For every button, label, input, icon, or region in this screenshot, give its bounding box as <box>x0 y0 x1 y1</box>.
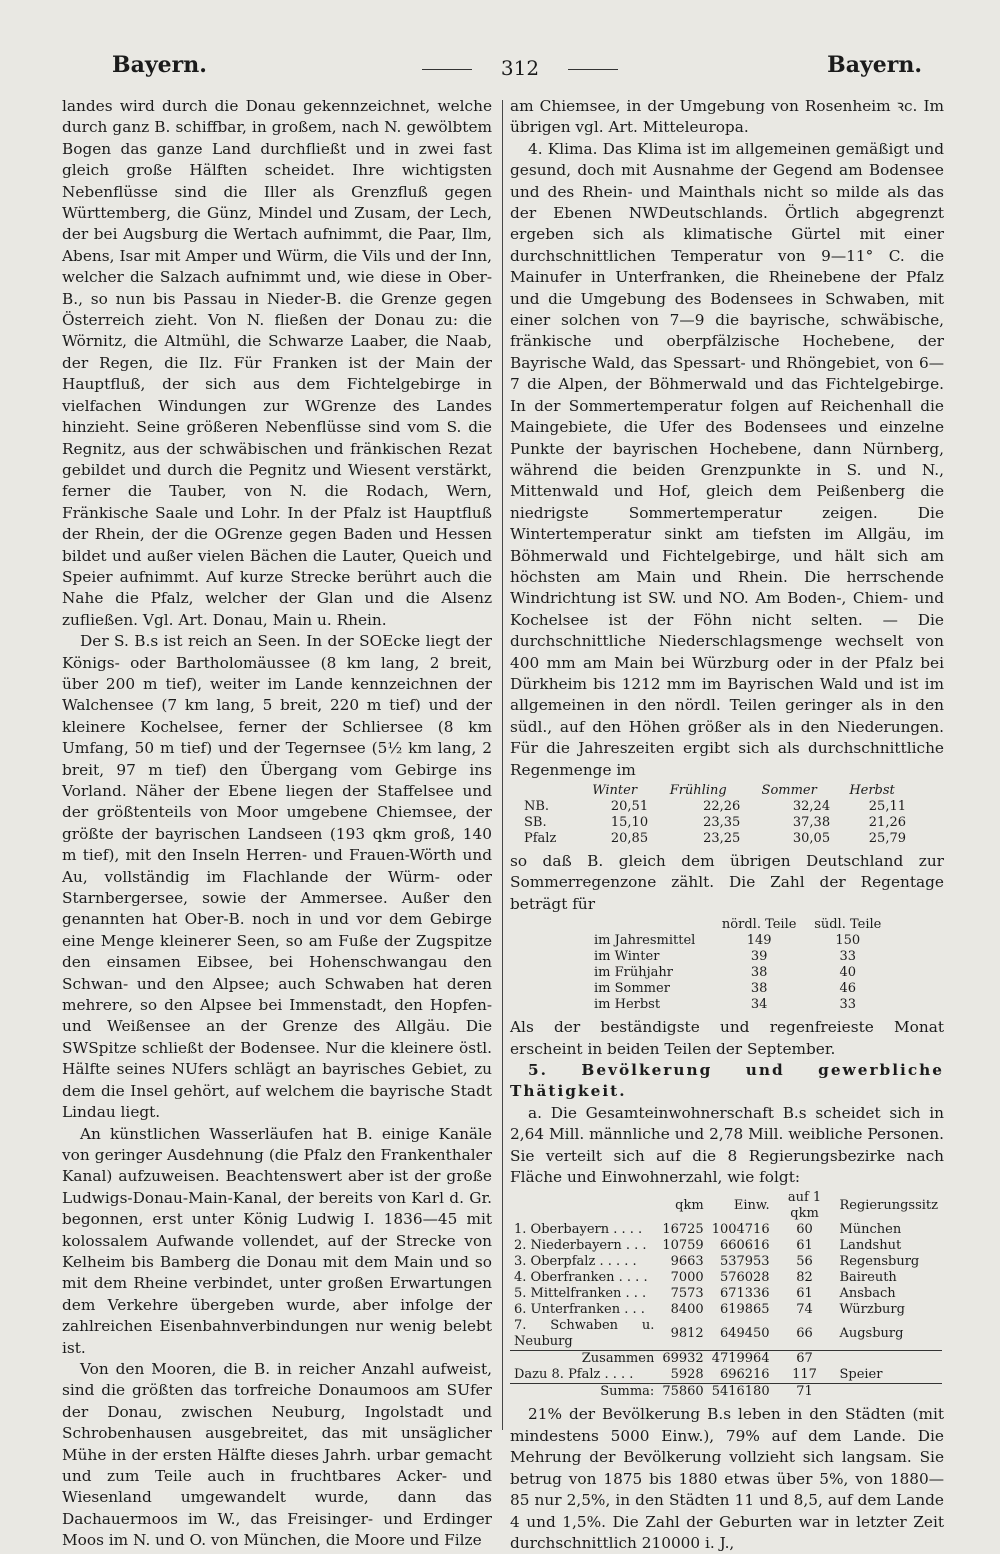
table-row <box>590 981 890 997</box>
total-row <box>510 1384 942 1401</box>
table-cell: 40 <box>839 965 857 981</box>
column-divider <box>502 100 503 1430</box>
running-head-right: Bayern. <box>827 52 922 78</box>
table-cell: 37,38 <box>792 815 831 830</box>
table-row <box>520 831 910 847</box>
table-cell: Summa: <box>510 1384 658 1401</box>
paragraph-lakes: Der S. B.s ist reich an Seen. In der SOEcke liegt der Königs- oder Bartholomäussee (8 km lang, 2 breit, über 200 m tief), weiter im Lande kennzeichnen der Walchensee (7 km lang, 5 breit, 220 m tief) und der kleinere Kochelsee, ferner der Schliersee (8 km Umfang, 50 m tief) und der Tegernsee (5½ km lang, 2 breit, 97 m tief) den Übergang vom Gebirge ins Vorland. Näher der Ebene liegen der Staffelsee und der größtenteils von Moor umgebene Chiemsee, der größte der bayrischen Landseen (193 qkm groß, 140 m tief), mit den Inseln Herren- und Frauen-Wörth und Au, vollständig im Flachlande der Würm- oder Starnbergersee, sowie der Ammersee. Außer den genannten hat Ober-B. noch in und vor dem Gebirge eine Menge kleinerer Seen, so am Fuße der Zugspitze den einsamen Eibsee, bei Hohenschwangau den Schwan- und den Alpsee; auch Schwaben hat deren mehrere, so den Alpsee bei Immenstadt, den Hopfen- und Weißensee an der Grenze des Allgäu. Die SWSpitze schließt der Bodensee. Nur die kleinere östl. Hälfte seines NUfers schlägt an bayrisches Gebiet, zu dem die Insel gehört, auf welchem die bayrische Stadt Lindau liegt. <box>62 632 492 1122</box>
table-cell: 619865 <box>719 1302 770 1318</box>
table-row <box>510 1367 942 1384</box>
pop-header: auf 1 qkm <box>787 1190 822 1222</box>
table-cell: 69932 <box>658 1351 707 1368</box>
table-cell: 4719964 <box>708 1351 774 1368</box>
table-cell: 1004716 <box>711 1222 770 1238</box>
table-cell: 39 <box>750 949 768 965</box>
table-row <box>590 933 890 949</box>
rain-header: Frühling <box>669 783 727 798</box>
left-column <box>62 96 492 1552</box>
paragraph-continuation: am Chiemsee, in der Umgebung von Rosenheim ꝛc. Im übrigen vgl. Art. Mitteleuropa. <box>510 97 944 137</box>
table-cell <box>835 1351 942 1368</box>
table-row <box>520 815 910 831</box>
population-table <box>510 1190 942 1400</box>
table-cell: 15,10 <box>610 815 649 830</box>
table-cell: 66 <box>796 1326 813 1342</box>
paragraph-canals: An künstlichen Wasserläufen hat B. einige Kanäle von geringer Ausdehnung (die Pfalz den Frankenthaler Kanal) aufzuweisen. Beachtenswert aber ist der große Ludwigs-Donau-Main-Kanal, der bereits von Karl d. Gr. begonnen, erst unter König Ludwig I. 1836—45 mit kolossalem Aufwande vollendet, auf der Strecke von Kelheim bis Bamberg die Donau mit dem Main und so mit dem Rheine verbindet, unter großen Erwartungen dem Verkehre übergeben wurde, aber infolge der zahlreichen Eisenbahnverbindungen nur wenig belebt ist. <box>62 1124 492 1357</box>
table-cell: 34 <box>750 997 768 1013</box>
table-cell: Ansbach <box>839 1286 896 1302</box>
table-cell: 75860 <box>658 1384 707 1401</box>
pop-header: Einw. <box>733 1198 770 1214</box>
table-cell: 38 <box>750 981 768 997</box>
table-row <box>590 965 890 981</box>
table-cell: 649450 <box>719 1326 770 1342</box>
rain-header: Herbst <box>849 783 895 798</box>
table-cell: 3. Oberpfalz . . . . . <box>514 1254 637 1270</box>
table-cell: 576028 <box>719 1270 770 1286</box>
table-row <box>510 1222 942 1238</box>
table-cell: 32,24 <box>792 799 831 814</box>
table-cell: 8400 <box>670 1302 704 1318</box>
running-head-left: Bayern. <box>112 52 207 78</box>
table-cell: Dazu 8. Pfalz . . . . <box>514 1367 634 1383</box>
table-cell: 5928 <box>670 1367 704 1383</box>
table-cell: 30,05 <box>792 831 831 846</box>
table-cell: 38 <box>750 965 768 981</box>
table-cell: SB. <box>524 815 547 830</box>
table-row <box>520 799 910 815</box>
paragraph-moors: Von den Mooren, die B. in reicher Anzahl aufweist, sind die größten das torfreiche Donaumoos am SUfer der Donau, zwischen Neuburg, Ingolstadt und Schrobenhausen ausgebreitet, das mit unsäglicher Mühe in der ersten Hälfte dieses Jahrh. urbar gemacht und zum Teile auch in fruchtbares Acker- und Wiesenland umgewandelt wurde, dann das Dachauermoos im W., das Freisinger- und Erdinger Moos im N. und O. von München, die Moore und Filze <box>62 1359 492 1550</box>
table-cell: 7573 <box>670 1286 704 1302</box>
rain-table <box>520 783 910 847</box>
table-cell: 61 <box>796 1286 813 1302</box>
table-cell: im Winter <box>594 949 660 965</box>
table-row <box>510 1286 942 1302</box>
paragraph-rain-zone: so daß B. gleich dem übrigen Deutschland zur Sommerregenzone zählt. Die Zahl der Regentage beträgt für <box>510 852 944 913</box>
table-cell: 60 <box>796 1222 813 1238</box>
paragraph-population: a. Die Gesamteinwohnerschaft B.s scheidet sich in 2,64 Mill. männliche und 2,78 Mill. weibliche Personen. Sie verteilt sich auf die 8 Regierungsbezirke nach Fläche und Einwohnerzahl, wie folgt: <box>510 1103 944 1187</box>
table-cell: 46 <box>839 981 857 997</box>
table-cell: 5. Mittelfranken . . . <box>514 1286 647 1302</box>
paragraph-klima: 4. Klima. Das Klima ist im allgemeinen gemäßigt und gesund, doch mit Ausnahme der Gegend am Bodensee und des Rhein- und Mainthals nicht so milde als das der Ebenen NWDeutschlands. Örtlich abgegrenzt ergeben sich als klimatische Gürtel mit einer durchschnittlichen Temperatur von 9—11° C. die Mainufer in Unterfranken, die Rheinebene der Pfalz und die Umgebung des Bodensees in Schwaben, mit einer solchen von 7—9 die bayrische, schwäbische, fränkische und oberpfälzische Hochebene, der Bayrische Wald, das Spessart- und Rhöngebiet, von 6—7 die Alpen, der Böhmerwald und das Fichtelgebirge. In der Sommertemperatur folgen auf Reichenhall die Maingebiete, die Ufer des Bodensees und einzelne Punkte der bayrischen Hochebene, dann Nürnberg, während die beiden Grenzpunkte in S. und N., Mittenwald und Hof, gleich dem Peißenberg die niedrigste Sommertemperatur zeigen. Die Wintertemperatur sinkt am tiefsten im Allgäu, im Böhmerwald und Fichtelgebirge, und hält sich am höchsten am Main und Rhein. Die herrschende Windrichtung ist SW. und NO. Am Boden-, Chiem- und Kochelsee ist der Föhn nicht selten. — Die durchschnittliche Niederschlagsmenge wechselt von 400 mm am Main bei Würzburg oder in der Pfalz bei Dürkheim bis 1212 mm im Bayrischen Wald und ist im allgemeinen in den nördl. Teilen geringer als in den südl., auf den Höhen größer als in den Niederungen. Für die Jahreszeiten ergibt sich als durchschnittliche Regenmenge im <box>510 139 944 779</box>
table-row <box>510 1302 942 1318</box>
table-cell: 74 <box>796 1302 813 1318</box>
paragraph-rivers: landes wird durch die Donau gekennzeichnet, welche durch ganz B. schiffbar, in großem, nach N. gewölbtem Bogen das ganze Land durchfließt und in zwei fast gleich große Hälften scheidet. Ihre wichtigsten Nebenflüsse sind die Iller als Grenzfluß gegen Württemberg, die Günz, Mindel und Zusam, der Lech, der bei Augsburg die Wertach aufnimmt, die Paar, Ilm, Abens, Isar mit Amper und Würm, die Vils und der Inn, welcher die Salzach aufnimmt und, wie diese in Ober-B., so nun bis Passau in Nieder-B. die Grenze gegen Österreich zieht. Von N. fließen der Donau zu: die Wörnitz, die Altmühl, die Schwarze Laaber, die Naab, der Regen, die Ilz. Für Franken ist der Main der Hauptfluß, der sich aus dem Fichtelgebirge in vielfachen Windungen zur WGrenze des Landes hinzieht. Seine größeren Nebenflüsse sind vom S. die Regnitz, aus der schwäbischen und fränkischen Rezat gebildet und durch die Pegnitz und Wiesent verstärkt, ferner die Tauber, von N. die Rodach, Wern, Fränkische Saale und Lohr. In der Pfalz ist Hauptfluß der Rhein, der die OGrenze gegen Baden und Hessen bildet und außer vielen Bächen die Lauter, Queich und Speier aufnimmt. Auf kurze Strecke berührt auch die Nahe die Pfalz, welcher der Glan und die Alsenz zufließen. Vgl. Art. Donau, Main u. Rhein. <box>62 97 492 629</box>
table-cell: München <box>839 1222 902 1238</box>
table-cell: 6. Unterfranken . . . <box>514 1302 645 1318</box>
table-cell: Augsburg <box>839 1326 904 1342</box>
table-cell: Baireuth <box>839 1270 897 1286</box>
section-heading: 5. Bevölkerung und gewerbliche Thätigkeit. <box>510 1061 944 1101</box>
table-cell: 696216 <box>719 1367 770 1383</box>
pop-header <box>510 1190 658 1222</box>
table-cell: 149 <box>746 933 772 949</box>
table-cell: 82 <box>796 1270 813 1286</box>
table-cell: Pfalz <box>524 831 557 846</box>
table-cell: 150 <box>835 933 861 949</box>
table-cell: 22,26 <box>703 799 741 814</box>
table-cell: 2. Niederbayern . . . <box>514 1238 647 1254</box>
table-row <box>510 1254 942 1270</box>
table-cell: 25,79 <box>868 831 906 846</box>
table-cell: 20,85 <box>610 831 649 846</box>
table-cell: im Herbst <box>594 997 661 1013</box>
table-cell: 25,11 <box>868 799 906 814</box>
table-cell: Landshut <box>839 1238 902 1254</box>
days-header: nördl. Teile <box>721 917 797 933</box>
table-cell: 7000 <box>670 1270 704 1286</box>
rain-header <box>520 783 577 799</box>
subtotal-row <box>510 1351 942 1368</box>
table-cell: 33 <box>839 997 857 1013</box>
paragraph-urban: 21% der Bevölkerung B.s leben in den Städten (mit mindestens 5000 Einw.), 79% auf dem Lande. Die Mehrung der Bevölkerung vollzieht sich langsam. Sie betrug von 1875 bis 1880 etwas über 5%, von 1880—85 nur 2,5%, in den Städten 11 und 8,5, auf dem Lande 4 und 1,5%. Die Zahl der Geburten war in letzter Zeit durchschnittlich 210000 i. J., <box>510 1405 944 1552</box>
table-cell: im Frühjahr <box>594 965 673 981</box>
table-cell: 23,25 <box>703 831 741 846</box>
pop-header: Regierungssitz <box>839 1198 938 1214</box>
table-cell <box>835 1384 942 1401</box>
table-row <box>590 949 890 965</box>
table-cell: 660616 <box>719 1238 770 1254</box>
table-cell: Zusammen <box>510 1351 658 1368</box>
table-row <box>590 997 890 1013</box>
table-row <box>510 1318 942 1351</box>
table-cell: 537953 <box>719 1254 770 1270</box>
table-cell: 61 <box>796 1238 813 1254</box>
table-cell: im Jahresmittel <box>594 933 696 949</box>
table-cell: 33 <box>839 949 857 965</box>
table-row <box>510 1238 942 1254</box>
table-cell: 71 <box>774 1384 836 1401</box>
rain-days-table <box>590 917 890 1013</box>
table-cell: 21,26 <box>868 815 906 830</box>
table-cell: NB. <box>524 799 550 814</box>
table-cell: 9812 <box>670 1326 704 1342</box>
table-cell: 117 <box>792 1367 817 1383</box>
table-cell: 56 <box>796 1254 813 1270</box>
rain-header: Winter <box>592 783 638 798</box>
right-column <box>510 96 944 1554</box>
paragraph-september: Als der beständigste und regenfreieste Monat erscheint in beiden Teilen der September. <box>510 1018 944 1058</box>
page-number: 312 <box>430 56 610 80</box>
table-cell: 1. Oberbayern . . . . <box>514 1222 643 1238</box>
table-cell: Speier <box>839 1367 883 1383</box>
table-cell: Würzburg <box>839 1302 905 1318</box>
table-cell: 67 <box>774 1351 836 1368</box>
table-cell: 16725 <box>662 1222 704 1238</box>
table-cell: Regensburg <box>839 1254 920 1270</box>
table-cell: 5416180 <box>708 1384 774 1401</box>
table-row <box>510 1270 942 1286</box>
table-cell: 20,51 <box>610 799 649 814</box>
pop-header: qkm <box>675 1198 704 1214</box>
table-cell: 23,35 <box>703 815 741 830</box>
table-cell: 7. Schwaben u. Neuburg <box>514 1318 655 1350</box>
days-header <box>590 917 713 933</box>
table-cell: 10759 <box>662 1238 704 1254</box>
rain-header: Sommer <box>761 783 817 798</box>
table-cell: im Sommer <box>594 981 670 997</box>
days-header: südl. Teile <box>814 917 882 933</box>
table-cell: 9663 <box>670 1254 704 1270</box>
table-cell: 671336 <box>719 1286 770 1302</box>
table-cell: 4. Oberfranken . . . . <box>514 1270 648 1286</box>
